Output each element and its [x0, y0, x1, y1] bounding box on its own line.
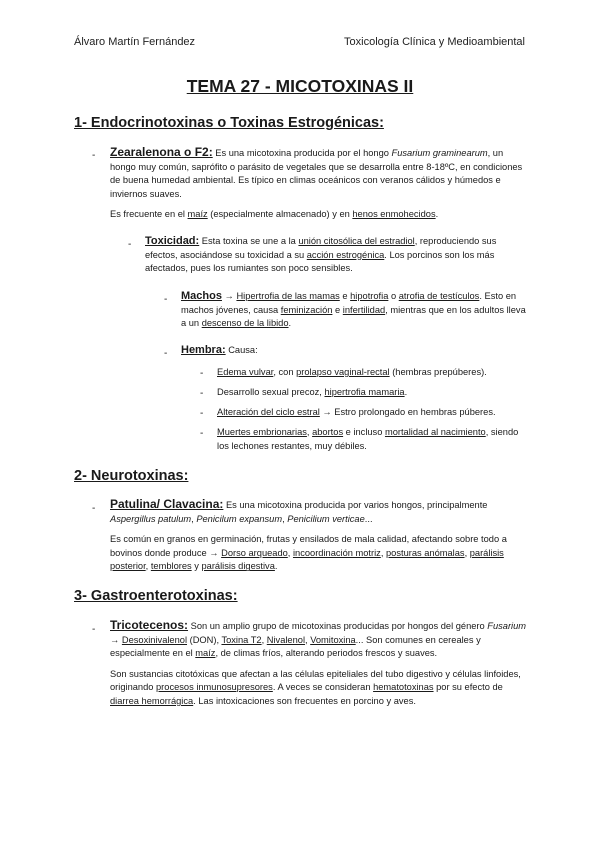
- hembra-item-edema: Edema vulvar, con prolapso vaginal-rectal (hembras prepúberes).: [217, 367, 487, 377]
- hembra-item-ciclo: Alteración del ciclo estral → Estro prolongado en hembras púberes.: [217, 407, 496, 417]
- term-zearalenona: Zearalenona o F2:: [110, 145, 213, 159]
- bullet-dash: -: [200, 368, 204, 379]
- bullet-dash: -: [92, 150, 96, 161]
- hembra-item-muertes: Muertes embrionarias, abortos e incluso mortalidad al nacimiento, siendo los lechones restantes, muy débiles.: [217, 427, 519, 451]
- header-author: Álvaro Martín Fernández: [74, 36, 196, 48]
- hembra-item-desarrollo: Desarrollo sexual precoz, hipertrofia mamaria.: [217, 387, 408, 397]
- bullet-dash: -: [200, 388, 204, 399]
- bullet-dash: -: [92, 624, 96, 635]
- bullet-dash: -: [164, 294, 168, 305]
- page-title: TEMA 27 - MICOTOXINAS II: [186, 76, 414, 96]
- bullet-dash: -: [200, 428, 204, 439]
- tricotecenos-block: Tricotecenos: Son un amplio grupo de micotoxinas producidas por hongos del género Fusarium → Desoxinivalenol (DON), Toxina T2, Nivalenol, Vomitoxina... Son comunes en cereales y especialmente en el maíz, de climas fríos, alterando periodos frescos y suaves. Son sustancias citotóxicas que afectan a las células epiteliales del tubo digestivo y células linfoides, originando procesos inmunosupresores. A veces se consideran hematotoxinas por su efecto de diarrea hemorrágica. Las intoxicaciones son frecuentes en porcino y aves.: [110, 618, 527, 706]
- bullet-dash: -: [128, 239, 132, 250]
- term-machos: Machos: [181, 290, 222, 302]
- hembra-block: Hembra: Causa:: [181, 344, 258, 356]
- section-heading-endocrinotoxinas: 1- Endocrinotoxinas o Toxinas Estrogénicas:: [74, 115, 384, 131]
- bullet-dash: -: [200, 408, 204, 419]
- patulina-block: Patulina/ Clavacina: Es una micotoxina producida por varios hongos, principalmente Aspergillus patulum, Penicilum expansum, Penicilium verticae... Es común en granos en germinación, frutas y ensilados de mala calidad, afectando sobre todo a bovinos donde produce → Dorso arqueado, incoordinación motriz, posturas anómalas, parálisis posterior, temblores y parálisis digestiva.: [110, 497, 507, 572]
- term-patulina: Patulina/ Clavacina:: [110, 497, 224, 511]
- section-heading-neurotoxinas: 2- Neurotoxinas:: [74, 468, 189, 484]
- term-toxicidad: Toxicidad:: [145, 235, 200, 247]
- section-heading-gastroenterotoxinas: 3- Gastroenterotoxinas:: [74, 588, 238, 604]
- term-hembra: Hembra:: [181, 344, 226, 356]
- zearalenona-block: Zearalenona o F2: Es una micotoxina producida por el hongo Fusarium graminearum, un hongo muy común, saprófito o parásito de vegetales que se desarrolla entre 8-18ºC, en condiciones de buena humedad ambiental. Es típico en climas oceánicos con veranos cálidos y húmedos e inviernos suaves. Es frecuente en el maíz (especialmente almacenado) y en henos enmohecidos.: [110, 145, 523, 220]
- term-tricotecenos: Tricotecenos:: [110, 618, 189, 632]
- bullet-dash: -: [164, 348, 168, 359]
- toxicidad-block: Toxicidad: Esta toxina se une a la unión citosólica del estradiol, reproduciendo sus efectos, asociándose su toxicidad a su acción estrogénica. Los porcinos son los más afectados, pues los rumiantes son poco sensibles.: [145, 235, 497, 274]
- header-subject: Toxicología Clínica y Medioambiental: [344, 36, 525, 48]
- machos-block: Machos → Hipertrofia de las mamas e hipotrofia o atrofia de testículos. Esto en machos jóvenes, causa feminización e infertilidad, mientras que en los adultos lleva a un descenso de la libido.: [181, 290, 526, 329]
- bullet-dash: -: [92, 503, 96, 514]
